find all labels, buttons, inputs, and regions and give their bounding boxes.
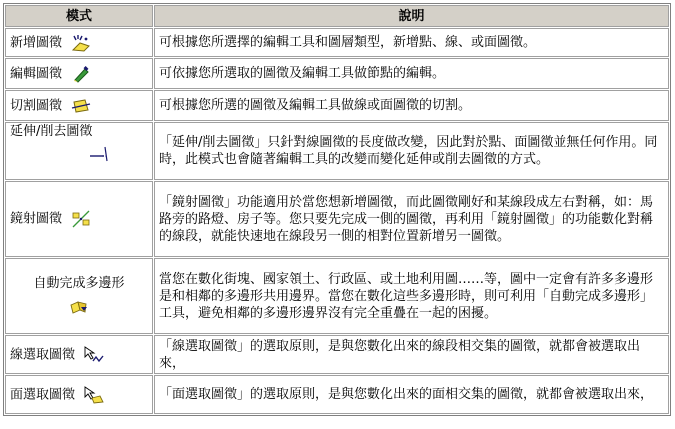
description-cell: 「鏡射圖徵」功能適用於當您想新增圖徵，而此圖徵剛好和某線段成左右對稱，如：馬路旁的路燈、房子等。您只要先完成一側的圖徵，再利用「鏡射圖徵」的功能數化對稱的線段，就能快速地在線段另一側的相對位置新增另一圖徵。 bbox=[154, 181, 669, 257]
mirror-feature-icon bbox=[70, 209, 92, 229]
mode-cell bbox=[5, 375, 153, 414]
header-mode: 模式 bbox=[5, 5, 153, 27]
description-cell: 「線選取圖徵」的選取原則，是與您數化出來的線段相交集的圖徵，就都會被選取出來， bbox=[154, 335, 669, 374]
mode-cell bbox=[5, 90, 153, 121]
table-header-row bbox=[5, 5, 669, 27]
edit-feature-icon bbox=[70, 64, 92, 84]
table-row bbox=[5, 90, 669, 121]
auto-complete-polygon-icon bbox=[68, 298, 90, 318]
table-row bbox=[5, 181, 669, 257]
description-cell: 「延伸/削去圖徵」只針對線圖徵的長度做改變，因此對於點、面圖徵並無任何作用。同時，此模式也會隨著編輯工具的改變而變化延伸或削去圖徵的方式。 bbox=[154, 122, 669, 180]
table-row bbox=[5, 375, 669, 414]
polygon-select-icon bbox=[83, 385, 105, 405]
mode-cell bbox=[5, 181, 153, 257]
mode-label: 線選取圖徵 bbox=[10, 347, 76, 362]
mode-cell bbox=[5, 335, 153, 374]
mode-label: 面選取圖徵 bbox=[10, 387, 76, 402]
extend-trim-icon bbox=[88, 142, 110, 162]
cut-feature-icon bbox=[70, 96, 92, 116]
mode-cell bbox=[5, 258, 153, 334]
description-cell: 當您在數化街塊、國家領土、行政區、或土地利用圖……等，圖中一定會有許多多邊形是和相鄰的多邊形共用邊界。當您在數化這些多邊形時，則可利用「自動完成多邊形」工具，避免相鄰的多邊形邊界沒有完全重疊在一起的困擾。 bbox=[154, 258, 669, 334]
table-row bbox=[5, 335, 669, 374]
mode-label: 新增圖徵 bbox=[10, 35, 63, 50]
mode-cell bbox=[5, 122, 153, 180]
mode-label: 編輯圖徵 bbox=[10, 66, 63, 81]
line-select-icon bbox=[83, 345, 105, 365]
modes-table bbox=[3, 3, 671, 416]
mode-label: 鏡射圖徵 bbox=[10, 211, 63, 227]
mode-label: 自動完成多邊形 bbox=[33, 275, 125, 291]
mode-cell bbox=[5, 28, 153, 57]
mode-label: 延伸/削去圖徵 bbox=[10, 124, 93, 139]
description-cell: 可根據您所選擇的編輯工具和圖層類型，新增點、線、或面圖徵。 bbox=[154, 28, 669, 57]
description-cell: 可根據您所選的圖徵及編輯工具做線或面圖徵的切割。 bbox=[154, 90, 669, 121]
add-feature-icon bbox=[70, 33, 92, 53]
mode-label: 切割圖徵 bbox=[10, 98, 63, 113]
table-row bbox=[5, 58, 669, 89]
mode-cell bbox=[5, 58, 153, 89]
table-row bbox=[5, 122, 669, 180]
header-description: 說明 bbox=[154, 5, 669, 27]
table-row bbox=[5, 28, 669, 57]
description-cell: 「面選取圖徵」的選取原則，是與您數化出來的面相交集的圖徵，就都會被選取出來， bbox=[154, 375, 669, 414]
table-row bbox=[5, 258, 669, 334]
description-cell: 可依據您所選取的圖徵及編輯工具做節點的編輯。 bbox=[154, 58, 669, 89]
